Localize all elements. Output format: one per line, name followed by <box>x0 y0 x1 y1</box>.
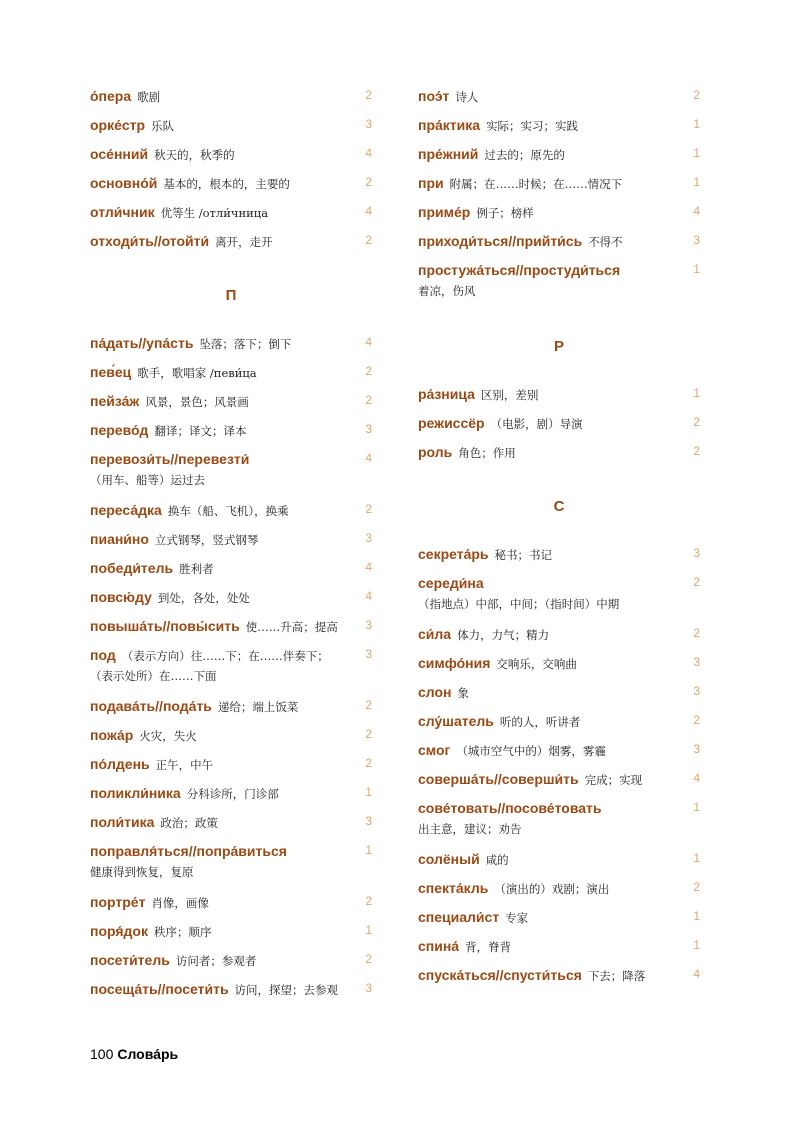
entry-word: орке́стр <box>90 117 146 133</box>
entry-word: приме́р <box>418 204 471 220</box>
dictionary-entry <box>90 144 372 163</box>
dictionary-entry <box>418 384 700 403</box>
entry-translation: 歌剧 <box>137 90 161 104</box>
entry-translation: 秩序；顺序 <box>154 925 212 939</box>
entry-level-number: 4 <box>365 451 372 465</box>
entry-line <box>90 86 372 107</box>
entry-translation: 风景，景色；风景画 <box>145 395 249 409</box>
dictionary-entry <box>418 849 700 868</box>
entry-level-number: 1 <box>693 175 700 189</box>
page-title: Слова́рь <box>117 1046 179 1062</box>
entry-word: приходи́ться//прийти́сь <box>418 233 583 249</box>
entry-translation: 歌手，歌唱家 /певи́ца <box>137 366 257 380</box>
dictionary-entry <box>90 231 372 250</box>
entry-level-number: 2 <box>693 88 700 102</box>
entry-line <box>418 798 700 819</box>
section-letter-header: Р <box>553 338 564 355</box>
entry-level-number: 4 <box>693 204 700 218</box>
entry-translation: 专家 <box>505 911 529 925</box>
entry-word: слон <box>418 684 452 700</box>
entry-level-number: 1 <box>693 146 700 160</box>
entry-line <box>418 624 700 645</box>
entry-line <box>418 202 700 223</box>
dictionary-entry <box>90 696 372 715</box>
entry-level-number: 1 <box>365 923 372 937</box>
entry-word: спуска́ться//спусти́ться <box>418 967 582 983</box>
dictionary-entry <box>418 202 700 221</box>
right-column <box>418 86 700 994</box>
dictionary-entry <box>90 333 372 352</box>
entry-translation: 使……升高；提高 <box>245 620 338 634</box>
entry-word: поликли́ника <box>90 785 181 801</box>
entry-level-number: 2 <box>365 364 372 378</box>
entry-line <box>418 594 700 614</box>
entry-word: поли́тика <box>90 814 155 830</box>
entry-level-number: 1 <box>365 843 372 857</box>
entry-word: посети́тель <box>90 952 170 968</box>
entry-level-number: 4 <box>365 589 372 603</box>
dictionary-entry <box>90 754 372 773</box>
entry-word: режиссёр <box>418 415 485 431</box>
entry-word: солёный <box>418 851 480 867</box>
dictionary-entry <box>418 653 700 672</box>
dictionary-entry <box>90 529 372 548</box>
entry-word: переса́дка <box>90 502 162 518</box>
entry-translation: 咸的 <box>485 853 509 867</box>
entry-level-number: 1 <box>693 386 700 400</box>
entry-translation: 区别，差别 <box>480 388 539 402</box>
entry-level-number: 1 <box>693 938 700 952</box>
dictionary-entry <box>90 587 372 606</box>
dictionary-entry <box>418 144 700 163</box>
entry-line <box>90 921 372 942</box>
entry-line <box>418 936 700 957</box>
entry-translation-continued: （表示处所）在……下面 <box>90 669 217 683</box>
dictionary-entry <box>90 420 372 439</box>
entry-line <box>90 231 372 252</box>
entry-line <box>90 558 372 579</box>
entry-word: поправля́ться//попра́виться <box>90 843 287 859</box>
entry-level-number: 2 <box>693 415 700 429</box>
dictionary-entry <box>90 645 372 686</box>
dictionary-entry <box>90 979 372 998</box>
entry-line <box>418 413 700 434</box>
dictionary-entry <box>418 907 700 926</box>
entry-translation: 听的人，听讲者 <box>499 715 581 729</box>
entry-translation: 基本的，根本的，主要的 <box>163 177 290 191</box>
entry-translation: 火灾，失火 <box>139 729 197 743</box>
entry-translation: 乐队 <box>151 119 175 133</box>
entry-word: о́пера <box>90 88 132 104</box>
entry-line <box>90 500 372 521</box>
dictionary-entry <box>418 413 700 432</box>
entry-line <box>90 696 372 717</box>
entry-translation: 角色；作用 <box>458 446 516 460</box>
dictionary-entry <box>418 442 700 461</box>
entry-translation-continued: 着凉，伤风 <box>418 284 476 298</box>
entry-line <box>418 544 700 565</box>
entry-translation-continued: （用车、船等）运过去 <box>90 473 205 487</box>
entry-translation: 交响乐，交响曲 <box>496 657 577 671</box>
entry-line <box>418 231 700 252</box>
entry-line <box>90 391 372 412</box>
entry-word: роль <box>418 444 453 460</box>
entry-level-number: 4 <box>365 560 372 574</box>
entry-translation: 例子；榜样 <box>476 206 534 220</box>
entry-translation: （电影，剧）导演 <box>490 417 583 431</box>
entry-translation: 过去的；原先的 <box>484 148 565 162</box>
dictionary-entry <box>418 260 700 301</box>
left-column <box>90 86 372 1008</box>
entry-line <box>90 616 372 637</box>
entry-level-number: 1 <box>693 851 700 865</box>
entry-translation: 胜利者 <box>179 562 214 576</box>
entry-level-number: 1 <box>693 909 700 923</box>
dictionary-entry <box>90 202 372 221</box>
entry-level-number: 2 <box>365 88 372 102</box>
entry-line <box>90 202 372 223</box>
entry-level-number: 1 <box>693 117 700 131</box>
entry-translation: （演出的）戏剧；演出 <box>494 882 610 896</box>
dictionary-entry <box>90 500 372 519</box>
entry-line <box>90 529 372 550</box>
entry-level-number: 3 <box>365 618 372 632</box>
dictionary-entry <box>90 812 372 831</box>
entry-level-number: 3 <box>365 531 372 545</box>
entry-line <box>418 878 700 899</box>
entry-level-number: 2 <box>693 575 700 589</box>
page-footer <box>90 1046 178 1062</box>
entry-translation-continued: 出主意，建议；劝告 <box>418 822 522 836</box>
entry-line <box>90 645 372 666</box>
entry-level-number: 4 <box>365 204 372 218</box>
entry-translation: 诗人 <box>455 90 479 104</box>
dictionary-entry <box>90 115 372 134</box>
entry-level-number: 2 <box>365 894 372 908</box>
section-spacer <box>418 522 700 544</box>
entry-level-number: 4 <box>693 967 700 981</box>
entry-line <box>418 442 700 463</box>
entry-level-number: 1 <box>693 800 700 814</box>
entry-word: ра́зница <box>418 386 475 402</box>
entry-translation: 递给；端上饭菜 <box>217 700 299 714</box>
entry-translation: 分科诊所，门诊部 <box>186 787 279 801</box>
entry-level-number: 1 <box>693 262 700 276</box>
entry-translation: 访问，探望；去参观 <box>234 983 339 997</box>
dictionary-entry <box>90 616 372 635</box>
entry-word: повыша́ть//повы́сить <box>90 618 240 634</box>
entry-level-number: 3 <box>365 117 372 131</box>
entry-translation: 附属；在……时候；在……情况下 <box>449 177 623 191</box>
entry-translation: 秘书；书记 <box>494 548 553 562</box>
entry-translation: 背，脊背 <box>465 940 512 954</box>
entry-translation: 优等生 /отли́чница <box>160 206 269 220</box>
dictionary-entry <box>90 558 372 577</box>
entry-level-number: 2 <box>365 756 372 770</box>
entry-line <box>90 420 372 441</box>
entry-line <box>418 711 700 732</box>
dictionary-entry <box>418 544 700 563</box>
entry-word: при <box>418 175 444 191</box>
entry-word: симфо́ния <box>418 655 491 671</box>
entry-line <box>90 812 372 833</box>
entry-translation: 象 <box>457 686 470 700</box>
entry-word: подава́ть//пода́ть <box>90 698 212 714</box>
dictionary-entry <box>90 950 372 969</box>
entry-line <box>90 783 372 804</box>
dictionary-entry <box>418 798 700 839</box>
entry-line <box>418 769 700 790</box>
entry-translation: （表示方向）往……下；在……伴奏下； <box>121 649 329 663</box>
entry-line <box>90 979 372 1000</box>
dictionary-entry <box>90 725 372 744</box>
entry-translation: 肖像，画像 <box>151 896 209 910</box>
entry-translation: 秋天的，秋季的 <box>154 148 235 162</box>
entry-word: перевози́ть//перевезти́ <box>90 451 250 467</box>
entry-word: победи́тель <box>90 560 174 576</box>
dictionary-entry <box>418 965 700 984</box>
entry-line <box>90 173 372 194</box>
dictionary-entry <box>90 362 372 381</box>
entry-word: посеща́ть//посети́ть <box>90 981 229 997</box>
entry-word: пре́жний <box>418 146 479 162</box>
entry-word: слу́шатель <box>418 713 494 729</box>
dictionary-entry <box>418 231 700 250</box>
section-letter-header: П <box>225 287 237 304</box>
entry-translation: 立式钢琴，竖式钢琴 <box>154 533 259 547</box>
entry-word: пожа́р <box>90 727 134 743</box>
entry-word: середи́на <box>418 575 484 591</box>
entry-word: пра́ктика <box>418 117 481 133</box>
entry-translation: 完成；实现 <box>584 773 643 787</box>
entry-translation: 体力，力气；精力 <box>457 628 550 642</box>
dictionary-entry <box>418 173 700 192</box>
entry-translation: 坠落；落下；倒下 <box>199 337 292 351</box>
entry-level-number: 3 <box>365 422 372 436</box>
entry-translation: 翻译；译文；译本 <box>154 424 247 438</box>
entry-line <box>418 682 700 703</box>
entry-word: под <box>90 647 116 663</box>
entry-level-number: 3 <box>365 647 372 661</box>
dictionary-entry <box>90 841 372 882</box>
entry-translation: 正午，中午 <box>155 758 214 772</box>
entry-line <box>418 384 700 405</box>
entry-translation: 离开，走开 <box>215 235 273 249</box>
entry-level-number: 3 <box>693 233 700 247</box>
entry-word: отли́чник <box>90 204 155 220</box>
entry-line <box>90 587 372 608</box>
entry-translation-continued: （指地点）中部，中间；（指时间）中期 <box>418 597 620 611</box>
entry-level-number: 2 <box>365 727 372 741</box>
entry-word: спина́ <box>418 938 460 954</box>
dictionary-entry <box>90 783 372 802</box>
entry-word: соверша́ть//соверши́ть <box>418 771 579 787</box>
entry-translation-continued: 健康得到恢复，复原 <box>90 865 194 879</box>
entry-level-number: 4 <box>365 146 372 160</box>
entry-line <box>418 653 700 674</box>
entry-level-number: 2 <box>365 393 372 407</box>
entry-word: повсю́ду <box>90 589 152 605</box>
entry-line <box>418 740 700 761</box>
entry-translation: 下去；降落 <box>587 969 646 983</box>
entry-level-number: 2 <box>693 880 700 894</box>
entry-line <box>418 907 700 928</box>
entry-line <box>418 281 700 301</box>
dictionary-entry <box>90 449 372 490</box>
entry-line <box>418 173 700 194</box>
entry-level-number: 4 <box>365 335 372 349</box>
entry-word: си́ла <box>418 626 452 642</box>
entry-line <box>418 965 700 986</box>
entry-word: осе́нний <box>90 146 149 162</box>
entry-word: отходи́ть//отойти́ <box>90 233 210 249</box>
dictionary-entry <box>90 86 372 105</box>
dictionary-entry <box>90 892 372 911</box>
entry-word: основно́й <box>90 175 158 191</box>
entry-word: пиани́но <box>90 531 149 547</box>
entry-word: па́дать//упа́сть <box>90 335 194 351</box>
entry-level-number: 2 <box>693 713 700 727</box>
entry-line <box>90 725 372 746</box>
entry-word: смог <box>418 742 451 758</box>
entry-level-number: 2 <box>365 952 372 966</box>
entry-word: поря́док <box>90 923 148 939</box>
entry-level-number: 3 <box>693 742 700 756</box>
entry-level-number: 2 <box>365 233 372 247</box>
entry-level-number: 2 <box>693 626 700 640</box>
entry-line <box>90 950 372 971</box>
entry-level-number: 2 <box>365 698 372 712</box>
entry-level-number: 3 <box>693 546 700 560</box>
entry-line <box>90 115 372 136</box>
entry-word: сове́товать//посове́товать <box>418 800 602 816</box>
entry-line <box>418 849 700 870</box>
entry-line <box>418 144 700 165</box>
entry-line <box>90 862 372 882</box>
entry-word: спекта́кль <box>418 880 489 896</box>
entry-level-number: 3 <box>365 981 372 995</box>
dictionary-entry <box>418 936 700 955</box>
entry-translation: 政治；政策 <box>160 816 218 830</box>
entry-level-number: 3 <box>365 814 372 828</box>
entry-translation: 换车（船、飞机），换乘 <box>167 504 289 518</box>
section-spacer <box>90 260 372 281</box>
entry-level-number: 3 <box>693 684 700 698</box>
entry-line <box>418 115 700 136</box>
entry-line <box>90 470 372 490</box>
entry-level-number: 2 <box>365 502 372 516</box>
entry-line <box>90 754 372 775</box>
entry-word: по́лдень <box>90 756 150 772</box>
dictionary-entry <box>90 173 372 192</box>
dictionary-entry <box>418 624 700 643</box>
entry-level-number: 1 <box>365 785 372 799</box>
entry-line <box>90 333 372 354</box>
entry-level-number: 4 <box>693 771 700 785</box>
dictionary-entry <box>90 391 372 410</box>
entry-word: специали́ст <box>418 909 500 925</box>
entry-line <box>418 573 700 594</box>
entry-word: поэ́т <box>418 88 450 104</box>
section-spacer <box>418 471 700 492</box>
entry-line <box>90 892 372 913</box>
entry-level-number: 2 <box>693 444 700 458</box>
dictionary-entry <box>418 573 700 614</box>
section-spacer <box>418 311 700 332</box>
page-number: 100 <box>90 1046 114 1062</box>
entry-word: портре́т <box>90 894 146 910</box>
entry-translation: （城市空气中的）烟雾，雾霾 <box>456 744 606 758</box>
dictionary-entry <box>90 921 372 940</box>
entry-word: пев́ец <box>90 364 132 380</box>
dictionary-entry <box>418 740 700 759</box>
dictionary-entry <box>418 115 700 134</box>
entry-word: простужа́ться//простуди́ться <box>418 262 621 278</box>
dictionary-entry <box>418 682 700 701</box>
entry-line <box>418 260 700 281</box>
dictionary-entry <box>418 86 700 105</box>
section-spacer <box>418 362 700 384</box>
section-spacer <box>90 311 372 333</box>
entry-level-number: 3 <box>693 655 700 669</box>
entry-line <box>418 819 700 839</box>
entry-line <box>90 449 372 470</box>
dictionary-entry <box>418 711 700 730</box>
entry-translation: 不得不 <box>588 235 623 249</box>
entry-level-number: 2 <box>365 175 372 189</box>
entry-word: секрета́рь <box>418 546 489 562</box>
entry-word: перево́д <box>90 422 149 438</box>
entry-translation: 实际；实习；实践 <box>486 119 579 133</box>
section-letter-header: С <box>553 498 565 515</box>
entry-line <box>90 666 372 686</box>
entry-line <box>90 144 372 165</box>
entry-word: пейза́ж <box>90 393 140 409</box>
dictionary-entry <box>418 769 700 788</box>
entry-translation: 访问者；参观者 <box>175 954 257 968</box>
entry-translation: 到处，各处，处处 <box>157 591 250 605</box>
entry-line <box>90 841 372 862</box>
entry-line <box>418 86 700 107</box>
entry-line <box>90 362 372 383</box>
dictionary-entry <box>418 878 700 897</box>
